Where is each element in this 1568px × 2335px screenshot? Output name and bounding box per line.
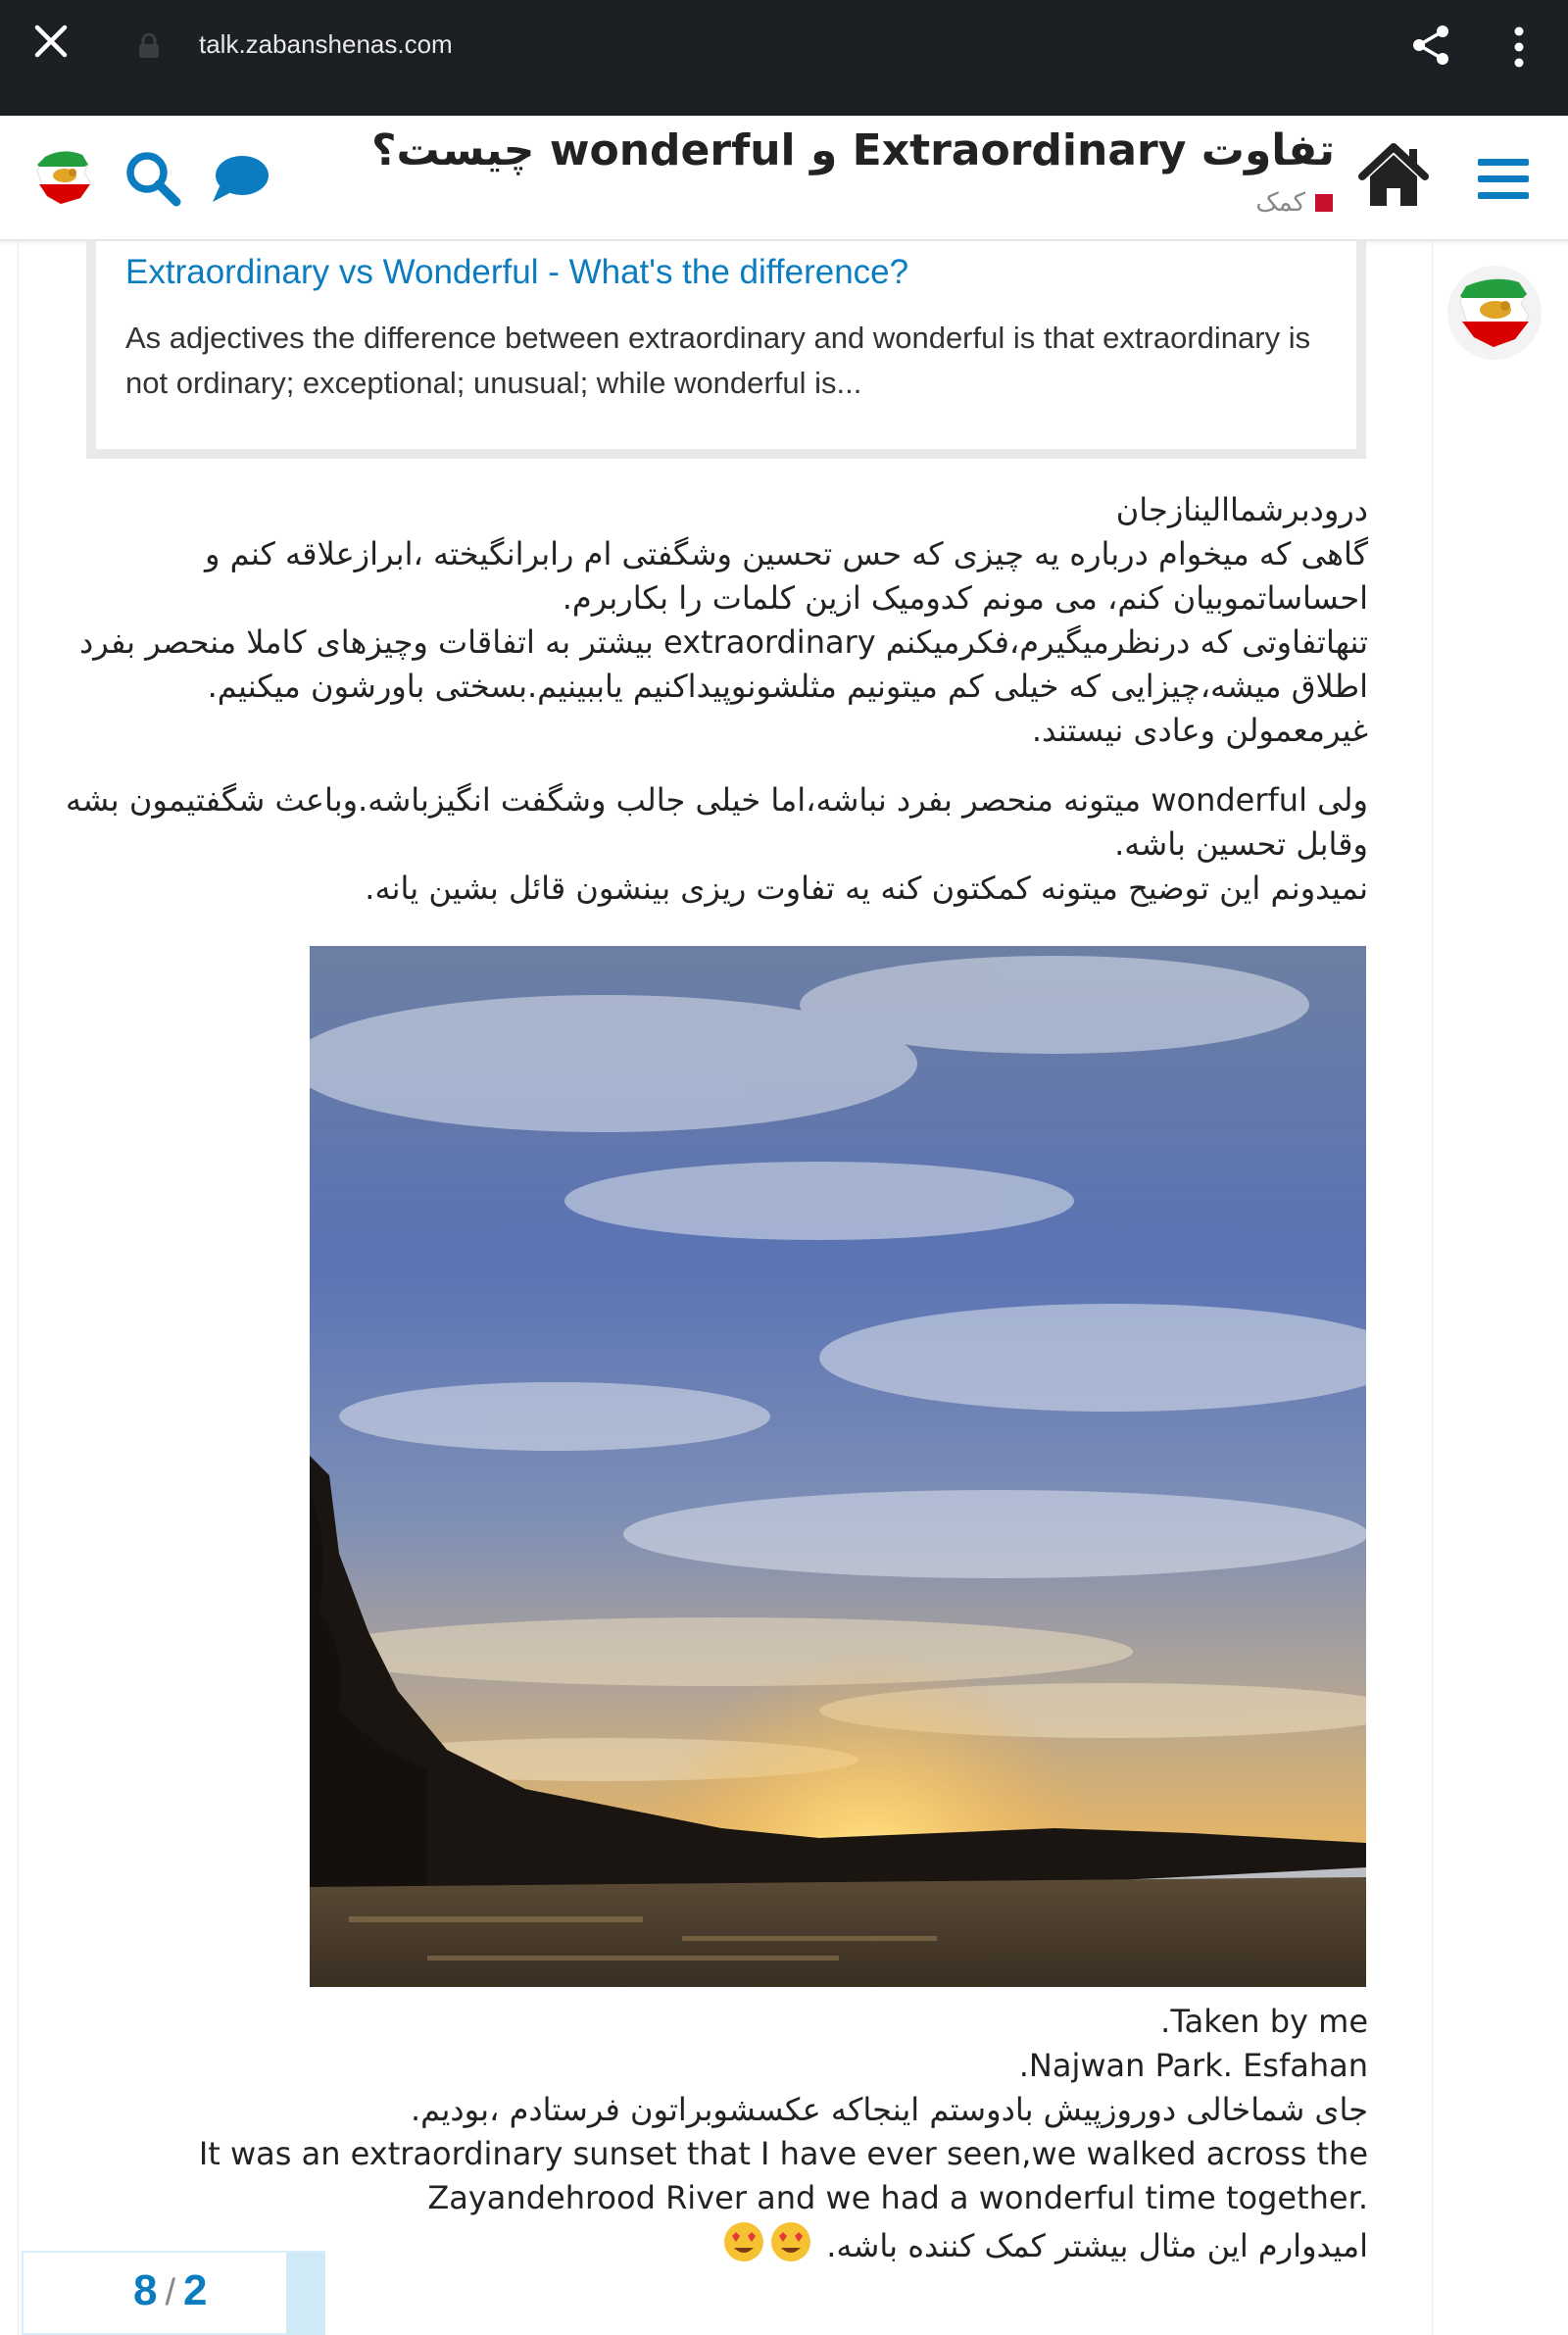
user-avatar[interactable] bbox=[1446, 265, 1543, 361]
progress-separator: / bbox=[165, 2272, 176, 2313]
caption-line: جای شماخالی دوروزپیش بادوستم اینجاکه عکسشوبراتون فرستادم ،بودیم. bbox=[411, 2091, 1368, 2128]
category-badge[interactable] bbox=[1255, 188, 1333, 218]
progress-current: 2 bbox=[183, 2266, 208, 2314]
category-label: کمک bbox=[1255, 188, 1305, 218]
post-line: نمیدونم این توضیح میتونه کمکتون کنه یه تفاوت ریزی بینشون قائل بشین یانه. bbox=[365, 869, 1368, 907]
browser-toolbar bbox=[0, 0, 1568, 116]
category-color-swatch bbox=[1315, 194, 1333, 212]
page-title[interactable]: تفاوت Extraordinary و wonderful چیست؟ bbox=[370, 125, 1335, 175]
post-line: ولی wonderful میتونه منحصر بفرد نباشه،اما خیلی جالب وشگفت انگیزباشه.وباعث شگفتیمون بشه وقابل تحسین باشه. bbox=[66, 781, 1368, 863]
post-line: گاهی که میخوام درباره یه چیزی که حس تحسین وشگفتی ام رابرانگیخته ،ابرازعلاقه کنم و احساساتموبیان کنم، می مونم کدومیک ازین کلمات را بکاربرم. bbox=[205, 535, 1368, 617]
heart-eyes-emoji-icon bbox=[722, 2220, 816, 2275]
hamburger-menu-icon[interactable] bbox=[1476, 155, 1531, 204]
link-preview-card[interactable] bbox=[86, 241, 1366, 459]
sunset-photo[interactable] bbox=[310, 946, 1366, 1987]
url-display[interactable]: talk.zabanshenas.com bbox=[199, 29, 453, 59]
search-icon[interactable] bbox=[122, 147, 184, 210]
caption-line: .Taken by me bbox=[1160, 2003, 1368, 2040]
photo-caption bbox=[65, 2000, 1368, 2275]
caption-line: It was an extraordinary sunset that I have ever seen,we walked across the Zayandehrood River and we had a wonderful time together. bbox=[198, 2135, 1368, 2216]
post-paragraph-1 bbox=[65, 488, 1368, 753]
home-icon[interactable] bbox=[1356, 141, 1431, 210]
site-logo-icon[interactable] bbox=[31, 143, 96, 208]
progress-total: 8 bbox=[133, 2266, 158, 2314]
lock-icon bbox=[137, 33, 161, 59]
link-preview-title[interactable]: Extraordinary vs Wonderful - What's the difference? bbox=[125, 253, 909, 291]
link-preview-description: As adjectives the difference between extraordinary and wonderful is that extraordinary is not ordinary; exceptional; unusual; while wonderful is... bbox=[125, 321, 1311, 400]
greeting-line: درودبرشماالینازجان bbox=[1115, 491, 1368, 528]
chat-icon[interactable] bbox=[210, 151, 270, 206]
caption-line: .Najwan Park. Esfahan bbox=[1018, 2047, 1368, 2084]
site-header bbox=[0, 116, 1568, 241]
post-line: تنهاتفاوتی که درنظرمیگیرم،فکرمیکنم extraordinary بیشتر به اتفاقات وچیزهای کاملا منحصر بفرد اطلاق میشه،چیزایی که خیلی کم میتونیم مثلشونوپیداکنیم یاببینیم.بسختی باورشون میکنیم. غیرمعمولن وعادی نیستند. bbox=[79, 623, 1368, 749]
progress-fill bbox=[286, 2253, 325, 2335]
post-paragraph-2 bbox=[65, 778, 1368, 911]
caption-line: امیدوارم این مثال بیشتر کمک کننده باشه. bbox=[826, 2227, 1368, 2264]
more-vertical-icon[interactable] bbox=[1503, 22, 1535, 73]
topic-progress[interactable] bbox=[22, 2251, 325, 2335]
progress-counter[interactable] bbox=[133, 2266, 208, 2315]
close-icon[interactable] bbox=[27, 18, 74, 65]
share-icon[interactable] bbox=[1407, 22, 1454, 69]
